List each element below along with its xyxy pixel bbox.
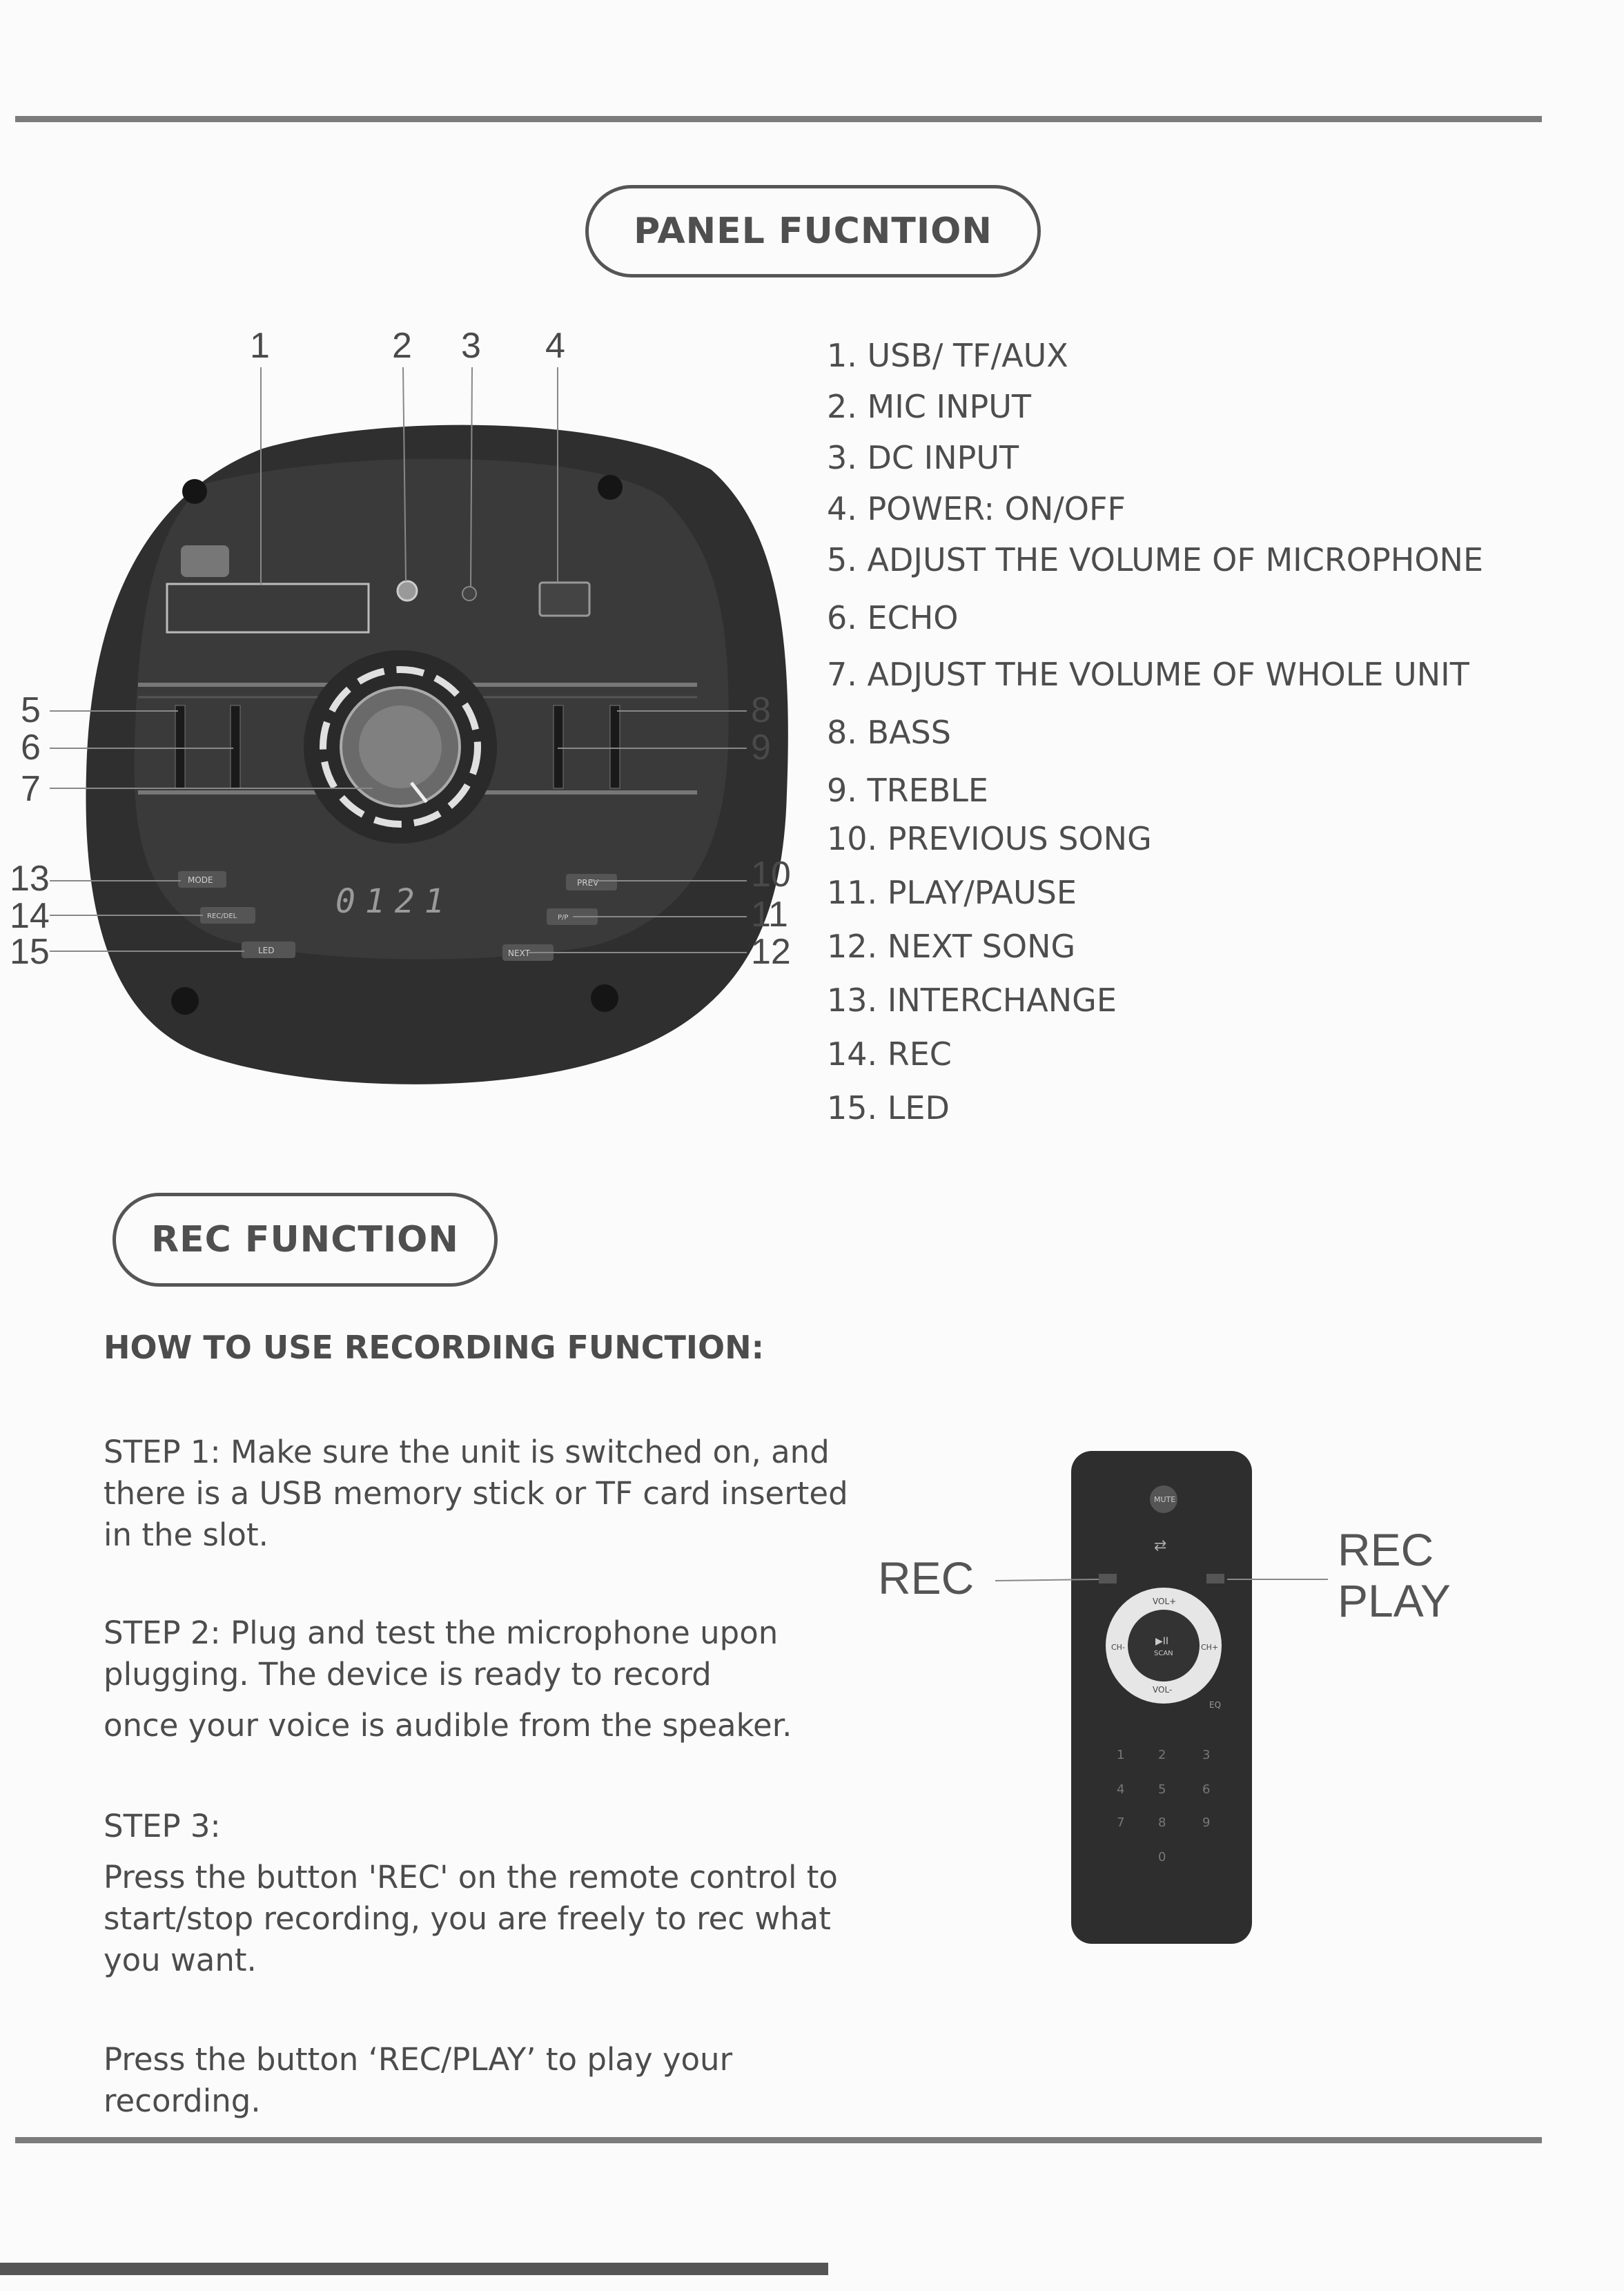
mic-jack <box>398 581 417 601</box>
callout-6: 6 <box>21 728 41 768</box>
function-item: 7. ADJUST THE VOLUME OF WHOLE UNIT <box>827 656 1469 693</box>
digit-2: 2 <box>1158 1748 1166 1762</box>
callout-12: 12 <box>751 932 791 972</box>
mic-volume-slider <box>175 705 185 788</box>
digit-1: 1 <box>1117 1748 1125 1762</box>
rec-play-line-2: PLAY <box>1338 1575 1451 1626</box>
function-item: 13. INTERCHANGE <box>827 982 1117 1019</box>
play-pause-label: ▶II <box>1155 1636 1169 1647</box>
digit-5: 5 <box>1158 1782 1166 1797</box>
remote-rec-button <box>1099 1574 1117 1583</box>
callout-5: 5 <box>21 690 41 730</box>
function-item: 3. DC INPUT <box>827 439 1019 476</box>
digit-4: 4 <box>1117 1782 1125 1797</box>
step-3-label: STEP 3: <box>104 1808 221 1844</box>
echo-slider <box>231 705 240 788</box>
step-2-text: STEP 2: Plug and test the microphone upon plugging. The device is ready to record <box>104 1615 779 1693</box>
power-switch <box>540 583 589 616</box>
mode-switch-icon: ⇄ <box>1154 1537 1167 1554</box>
function-item: 1. USB/ TF/AUX <box>827 337 1068 374</box>
digit-9: 9 <box>1202 1815 1211 1830</box>
function-item: 11. PLAY/PAUSE <box>827 874 1077 911</box>
remote-control <box>1071 1451 1252 1944</box>
callout-9: 9 <box>751 728 771 768</box>
function-item: 12. NEXT SONG <box>827 928 1076 965</box>
mode-button-label: MODE <box>188 875 213 885</box>
led-button-label: LED <box>258 946 275 955</box>
callout-7: 7 <box>21 769 41 809</box>
vol-up-label: VOL+ <box>1153 1597 1177 1606</box>
vol-down-label: VOL- <box>1153 1685 1173 1695</box>
rec-play-line-1: REC <box>1338 1524 1434 1575</box>
digit-7: 7 <box>1117 1815 1125 1830</box>
digit-6: 6 <box>1202 1782 1211 1797</box>
callout-2: 2 <box>392 326 412 366</box>
function-item: 5. ADJUST THE VOLUME OF MICROPHONE <box>827 541 1484 578</box>
pp-button-label: P/P <box>558 914 569 922</box>
dc-jack <box>462 587 476 601</box>
callout-14: 14 <box>10 896 50 936</box>
eq-label: EQ <box>1209 1700 1222 1710</box>
callout-3: 3 <box>461 326 481 366</box>
step-1-text: STEP 1: Make sure the unit is switched on, and there is a USB memory stick or TF card inserted in the slot. <box>104 1434 848 1553</box>
function-item: 4. POWER: ON/OFF <box>827 490 1126 527</box>
step-3-text: Press the button 'REC' on the remote control to start/stop recording, you are freely to rec what you want. <box>104 1859 838 1978</box>
rec-callout: REC <box>878 1552 975 1603</box>
next-button-label: NEXT <box>508 948 530 958</box>
function-item: 10. PREVIOUS SONG <box>827 820 1152 857</box>
remote-rec-play-button <box>1206 1574 1224 1583</box>
callout-8: 8 <box>751 690 771 730</box>
function-item: 14. REC <box>827 1035 952 1073</box>
function-item: 2. MIC INPUT <box>827 388 1031 425</box>
digit-0: 0 <box>1158 1850 1166 1864</box>
rec-function-title: REC FUNCTION <box>112 1193 498 1287</box>
callout-4: 4 <box>545 326 565 366</box>
callout-13: 13 <box>10 859 50 899</box>
digit-8: 8 <box>1158 1815 1166 1830</box>
bass-slider <box>554 705 563 788</box>
callout-11: 11 <box>751 895 788 935</box>
ch-down-label: CH- <box>1111 1643 1125 1652</box>
callout-10: 10 <box>751 855 791 895</box>
scan-label: SCAN <box>1154 1650 1173 1657</box>
treble-slider <box>610 705 620 788</box>
function-item: 6. ECHO <box>827 599 959 636</box>
led-display: 0121 <box>335 882 454 921</box>
ch-up-label: CH+ <box>1201 1643 1219 1652</box>
step-2-continued: once your voice is audible from the speaker. <box>104 1707 792 1744</box>
function-item: 15. LED <box>827 1089 950 1127</box>
callout-15: 15 <box>10 932 50 972</box>
mute-label: MUTE <box>1154 1495 1176 1504</box>
prev-button-label: PREV <box>577 878 599 888</box>
function-item: 8. BASS <box>827 714 951 751</box>
rec-play-callout <box>1338 1524 1451 1626</box>
callout-1: 1 <box>250 326 270 366</box>
step-4-text: Press the button ‘REC/PLAY’ to play your recording. <box>104 2041 733 2119</box>
how-to-heading: HOW TO USE RECORDING FUNCTION: <box>104 1329 764 1366</box>
function-item: 9. TREBLE <box>827 772 988 809</box>
digit-3: 3 <box>1202 1748 1211 1762</box>
panel-function-title: PANEL FUCNTION <box>585 185 1041 277</box>
rec-del-button-label: REC/DEL <box>207 913 237 920</box>
